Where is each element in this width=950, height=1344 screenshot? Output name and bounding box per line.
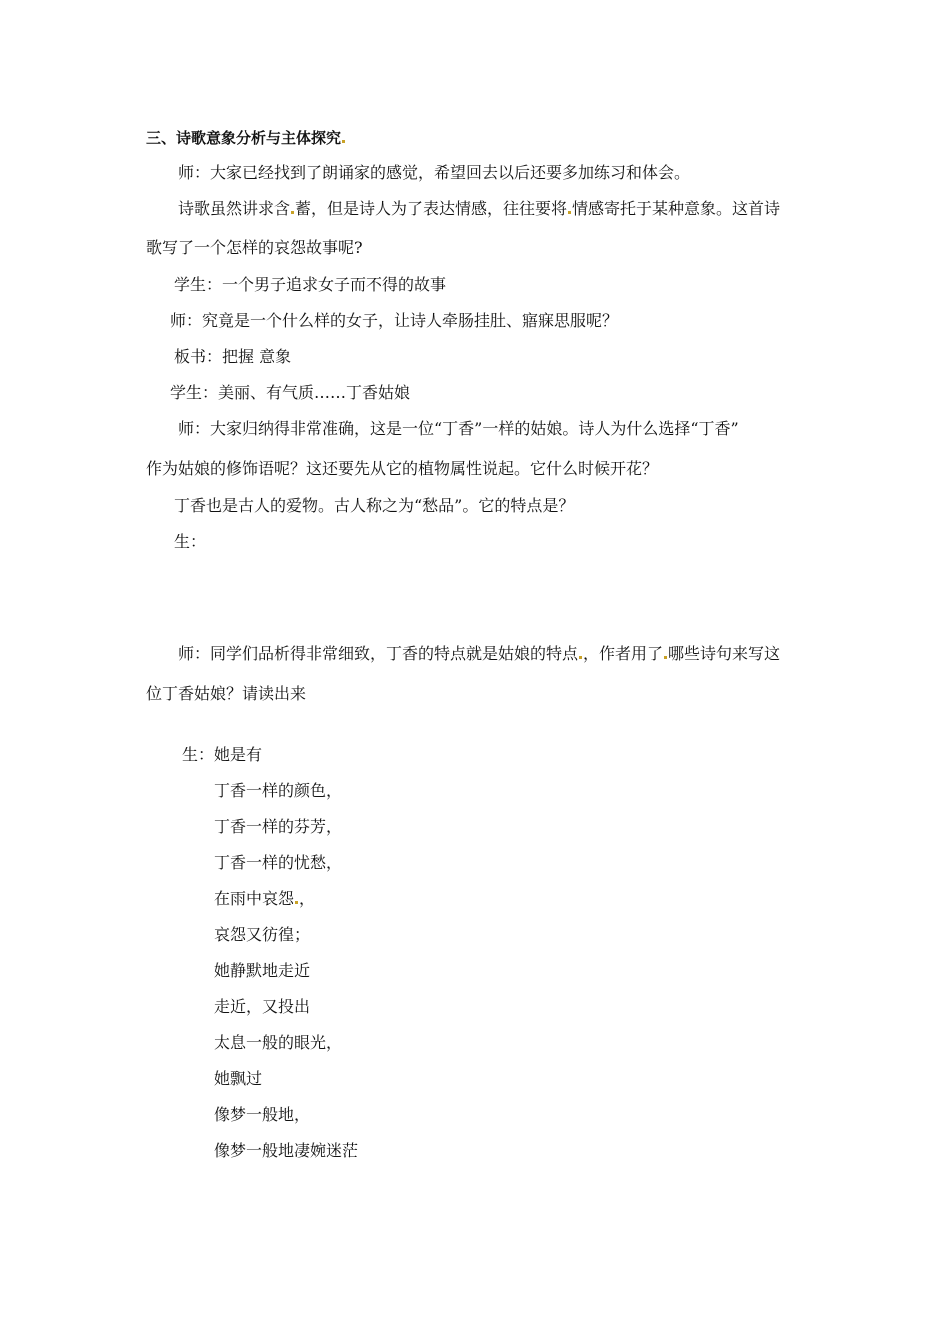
edit-mark [342, 140, 345, 143]
poem-line: 丁香一样的颜色， [214, 781, 343, 800]
paragraph-teacher-4-cont: 位丁香姑娘？请读出来 [146, 684, 307, 703]
paragraph-teacher-3: 师：大家归纳得非常准确，这是一位“丁香”一样的姑娘。诗人为什么选择“丁香” [178, 419, 739, 438]
poem-line: 哀怨又彷徨； [214, 925, 311, 944]
paragraph-teacher-1: 师：大家已经找到了朗诵家的感觉，希望回去以后还要多加练习和体会。 [178, 163, 691, 182]
paragraph-student-3: 生： [174, 532, 207, 551]
paragraph-student-4: 生：她是有 [182, 745, 263, 764]
paragraph-teacher-2: 师：究竟是一个什么样的女子，让诗人牵肠挂肚、寤寐思服呢？ [170, 311, 619, 330]
poem-line: 像梦一般地， [214, 1105, 311, 1124]
paragraph-lilac: 丁香也是古人的爱物。古人称之为“愁品”。它的特点是？ [174, 496, 575, 515]
poem-line: 像梦一般地凄婉迷茫 [214, 1141, 359, 1160]
poem-line: 丁香一样的芬芳， [214, 817, 343, 836]
poem-line: 在雨中哀怨 ， [214, 889, 316, 908]
paragraph-blackboard: 板书：把握 意象 [174, 347, 292, 366]
paragraph-teacher-3-cont: 作为姑娘的修饰语呢？这还要先从它的植物属性说起。它什么时候开花？ [146, 459, 659, 478]
section-heading: 三、诗歌意象分析与主体探究 [146, 128, 346, 148]
poem-line: 太息一般的眼光， [214, 1033, 343, 1052]
paragraph-student-2: 学生：美丽、有气质……丁香姑娘 [170, 383, 411, 402]
poem-line: 丁香一样的忧愁， [214, 853, 343, 872]
poem-line: 她飘过 [214, 1069, 263, 1088]
edit-mark [291, 211, 294, 214]
paragraph-poetry-intro-cont: 歌写了一个怎样的哀怨故事呢? [146, 238, 363, 257]
edit-mark [568, 211, 571, 214]
poem-line: 她静默地走近 [214, 961, 311, 980]
edit-mark [295, 901, 298, 904]
paragraph-student-1: 学生：一个男子追求女子而不得的故事 [174, 275, 447, 294]
poem-line: 走近，又投出 [214, 997, 311, 1016]
edit-mark [579, 656, 582, 659]
paragraph-poetry-intro: 诗歌虽然讲求含 蓄，但是诗人为了表达情感，往往要将 情感寄托于某种意象。这首诗 [178, 199, 781, 218]
edit-mark [664, 656, 667, 659]
paragraph-teacher-4: 师：同学们品析得非常细致，丁香的特点就是姑娘的特点 ，作者用了 哪些诗句来写这 [178, 644, 781, 663]
